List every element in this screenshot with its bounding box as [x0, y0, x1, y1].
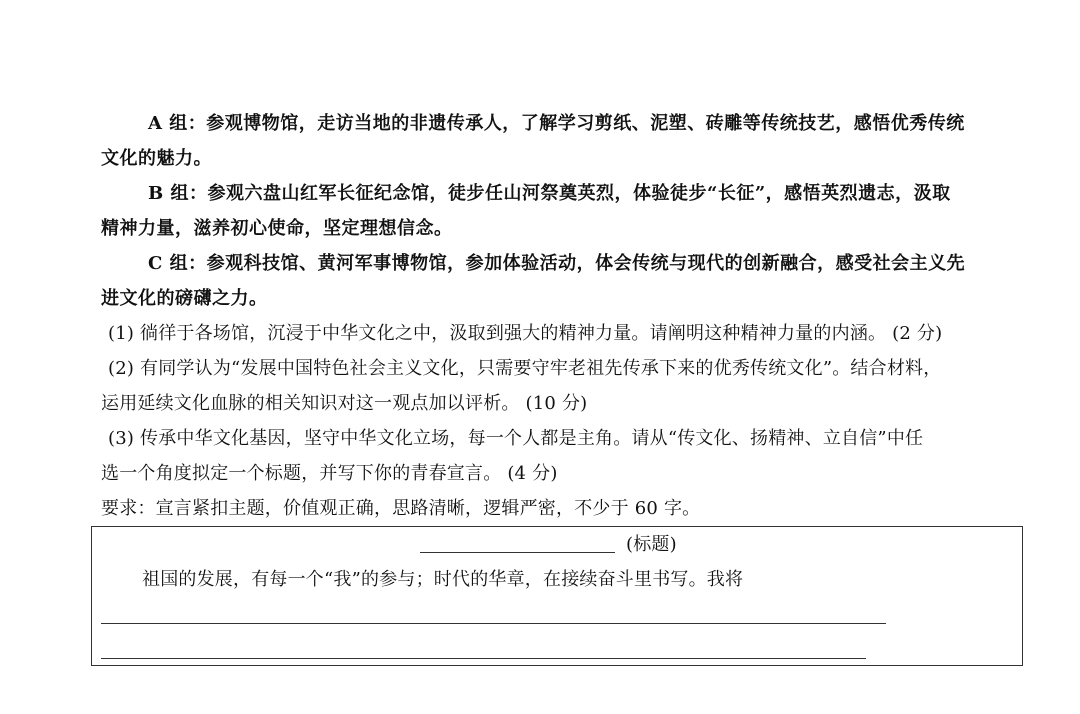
question-2-line1: (2) 有同学认为“发展中国特色社会主义文化，只需要守牢老祖先传承下来的优秀传统文化”。结合材料，: [108, 358, 942, 379]
group-a-line1: A 组：参观博物馆，走访当地的非遗传承人，了解学习剪纸、泥塑、砖雕等传统技艺，感悟优秀传统: [148, 113, 965, 134]
question-1: (1) 徜徉于各场馆，沉浸于中华文化之中，汲取到强大的精神力量。请阐明这种精神力量的内涵。 (2 分): [108, 323, 943, 344]
answer-prompt: 祖国的发展，有每一个“我”的参与；时代的华章，在接续奋斗里书写。我将: [142, 569, 744, 590]
answer-line-2[interactable]: [101, 658, 866, 659]
group-c-line1: C 组：参观科技馆、黄河军事博物馆，参加体验活动，体会传统与现代的创新融合，感受社会主义先: [148, 253, 966, 274]
title-blank-line[interactable]: [420, 552, 615, 553]
question-3-line2: 选一个角度拟定一个标题，并写下你的青春宣言。 (4 分): [101, 463, 558, 484]
group-a-line2: 文化的魅力。: [101, 148, 212, 169]
group-c-line2: 进文化的磅礴之力。: [101, 288, 268, 309]
question-3-line1: (3) 传承中华文化基因，坚守中华文化立场，每一个人都是主角。请从“传文化、扬精神、立自信”中任: [108, 428, 924, 449]
group-b-line1: B 组：参观六盘山红军长征纪念馆，徒步任山河祭奠英烈，体验徒步“长征”，感悟英烈遗志，汲取: [148, 183, 951, 204]
question-2-line2: 运用延续文化血脉的相关知识对这一观点加以评析。 (10 分): [101, 393, 588, 414]
group-b-line2: 精神力量，滋养初心使命，坚定理想信念。: [101, 218, 453, 239]
answer-line-1[interactable]: [101, 623, 886, 624]
title-label: (标题): [626, 534, 677, 555]
requirement-text: 要求：宣言紧扣主题，价值观正确，思路清晰，逻辑严密，不少于 60 字。: [101, 498, 701, 519]
answer-box: [91, 526, 1023, 666]
